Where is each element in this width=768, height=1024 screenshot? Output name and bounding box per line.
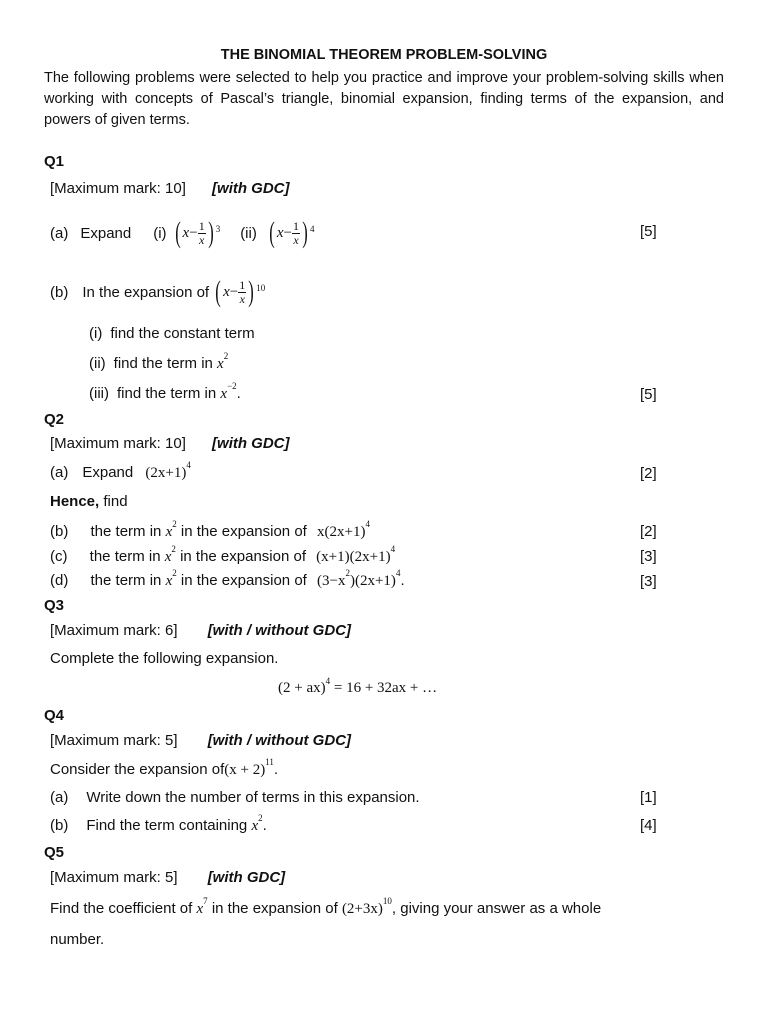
- q2-d-row: (d) the term in $x^2$ in the expansion of $(3-x^2)(2x+1)^4$.: [50, 568, 405, 589]
- q4-heading: Q4: [44, 707, 65, 724]
- q2-max-mark: [Maximum mark: 10]: [50, 435, 186, 452]
- q2-d-mark: [3]: [640, 573, 657, 590]
- q2-hence: Hence, find: [50, 493, 128, 510]
- q1-b-mark: [5]: [640, 386, 657, 403]
- q3-heading: Q3: [44, 597, 65, 614]
- page-title: THE BINOMIAL THEOREM PROBLEM-SOLVING: [220, 47, 548, 63]
- q4-a-row: (a) Write down the number of terms in this expansion.: [50, 789, 420, 806]
- q4-b-row: (b) Find the term containing $x^2$.: [50, 813, 267, 834]
- q1-header: [50, 180, 290, 197]
- q5-text-cont: number.: [50, 931, 105, 948]
- q2-c-row: (c) the term in $x^2$ in the expansion of $(x+1)(2x+1)^4$: [50, 544, 396, 565]
- q1-b-text: In the expansion of: [82, 283, 210, 301]
- q5-text: Find the coefficient of $x^7$ in the expansion of $(2+3x)^{10}$, giving your answer as a whole: [50, 896, 602, 917]
- q1-b-ii-row: (ii) find the term in $x^2$: [89, 351, 229, 372]
- q3-equation: (2 + ax)$^4$ = 16 + 32ax + …: [278, 676, 438, 696]
- q3-header: [Maximum mark: 6] [with / without GDC]: [50, 622, 351, 639]
- q4-b-mark: [4]: [640, 817, 657, 834]
- q1-gdc: [with GDC]: [212, 180, 290, 197]
- q2-b-mark: [2]: [640, 523, 657, 540]
- q4-text: Consider the expansion $of(x + 2)^{11}$.: [50, 757, 279, 778]
- q4-header: [Maximum mark: 5] [with / without GDC]: [50, 732, 351, 749]
- q1-b-label: (b): [50, 283, 69, 301]
- q5-heading: Q5: [44, 844, 65, 861]
- intro-paragraph: The following problems were selected to help you practice and improve your problem-solving skills when working with concepts of Pascal’s triangle, binomial expansion, finding terms of the expansion, and powers of given terms.: [44, 70, 724, 128]
- q2-a-mark: [2]: [640, 465, 657, 482]
- q1-a-ii-label: (ii): [240, 224, 257, 242]
- q1-a-i-expr: ( x − $\frac{1}{x}$ ) 3: [174, 216, 221, 249]
- q2-a-row: (a) Expand $(2x+1)^4$: [50, 460, 191, 481]
- q2-gdc: [with GDC]: [212, 435, 290, 452]
- q1-a-row: [50, 213, 314, 253]
- q3-text: Complete the following expansion.: [50, 650, 279, 667]
- q4-a-mark: [1]: [640, 789, 657, 806]
- q2-heading: Q2: [44, 411, 65, 428]
- q1-a-label: (a): [50, 224, 69, 242]
- q1-b-iii-row: (iii) find the term in $x^{-2}$.: [89, 381, 241, 402]
- q2-b-row: (b) the term in $x^2$ in the expansion of $x(2x+1)^4$: [50, 519, 370, 540]
- q1-a-i-label: (i): [153, 224, 167, 242]
- q1-b-row: [50, 272, 265, 312]
- q2-c-mark: [3]: [640, 548, 657, 565]
- q5-header: [Maximum mark: 5] [with GDC]: [50, 869, 286, 886]
- q1-b-i-row: (i) find the constant term: [89, 325, 255, 342]
- q1-b-expr: ( x − $\frac{1}{x}$ ) 10: [215, 275, 266, 308]
- q1-max-mark: [Maximum mark: 10]: [50, 180, 186, 197]
- q2-header: [50, 435, 290, 452]
- q1-a-ii-expr: ( x − $\frac{1}{x}$ ) 4: [269, 216, 315, 249]
- q1-a-text: Expand: [80, 224, 132, 242]
- q1-a-mark: [5]: [640, 223, 657, 240]
- q1-heading: Q1: [44, 153, 65, 170]
